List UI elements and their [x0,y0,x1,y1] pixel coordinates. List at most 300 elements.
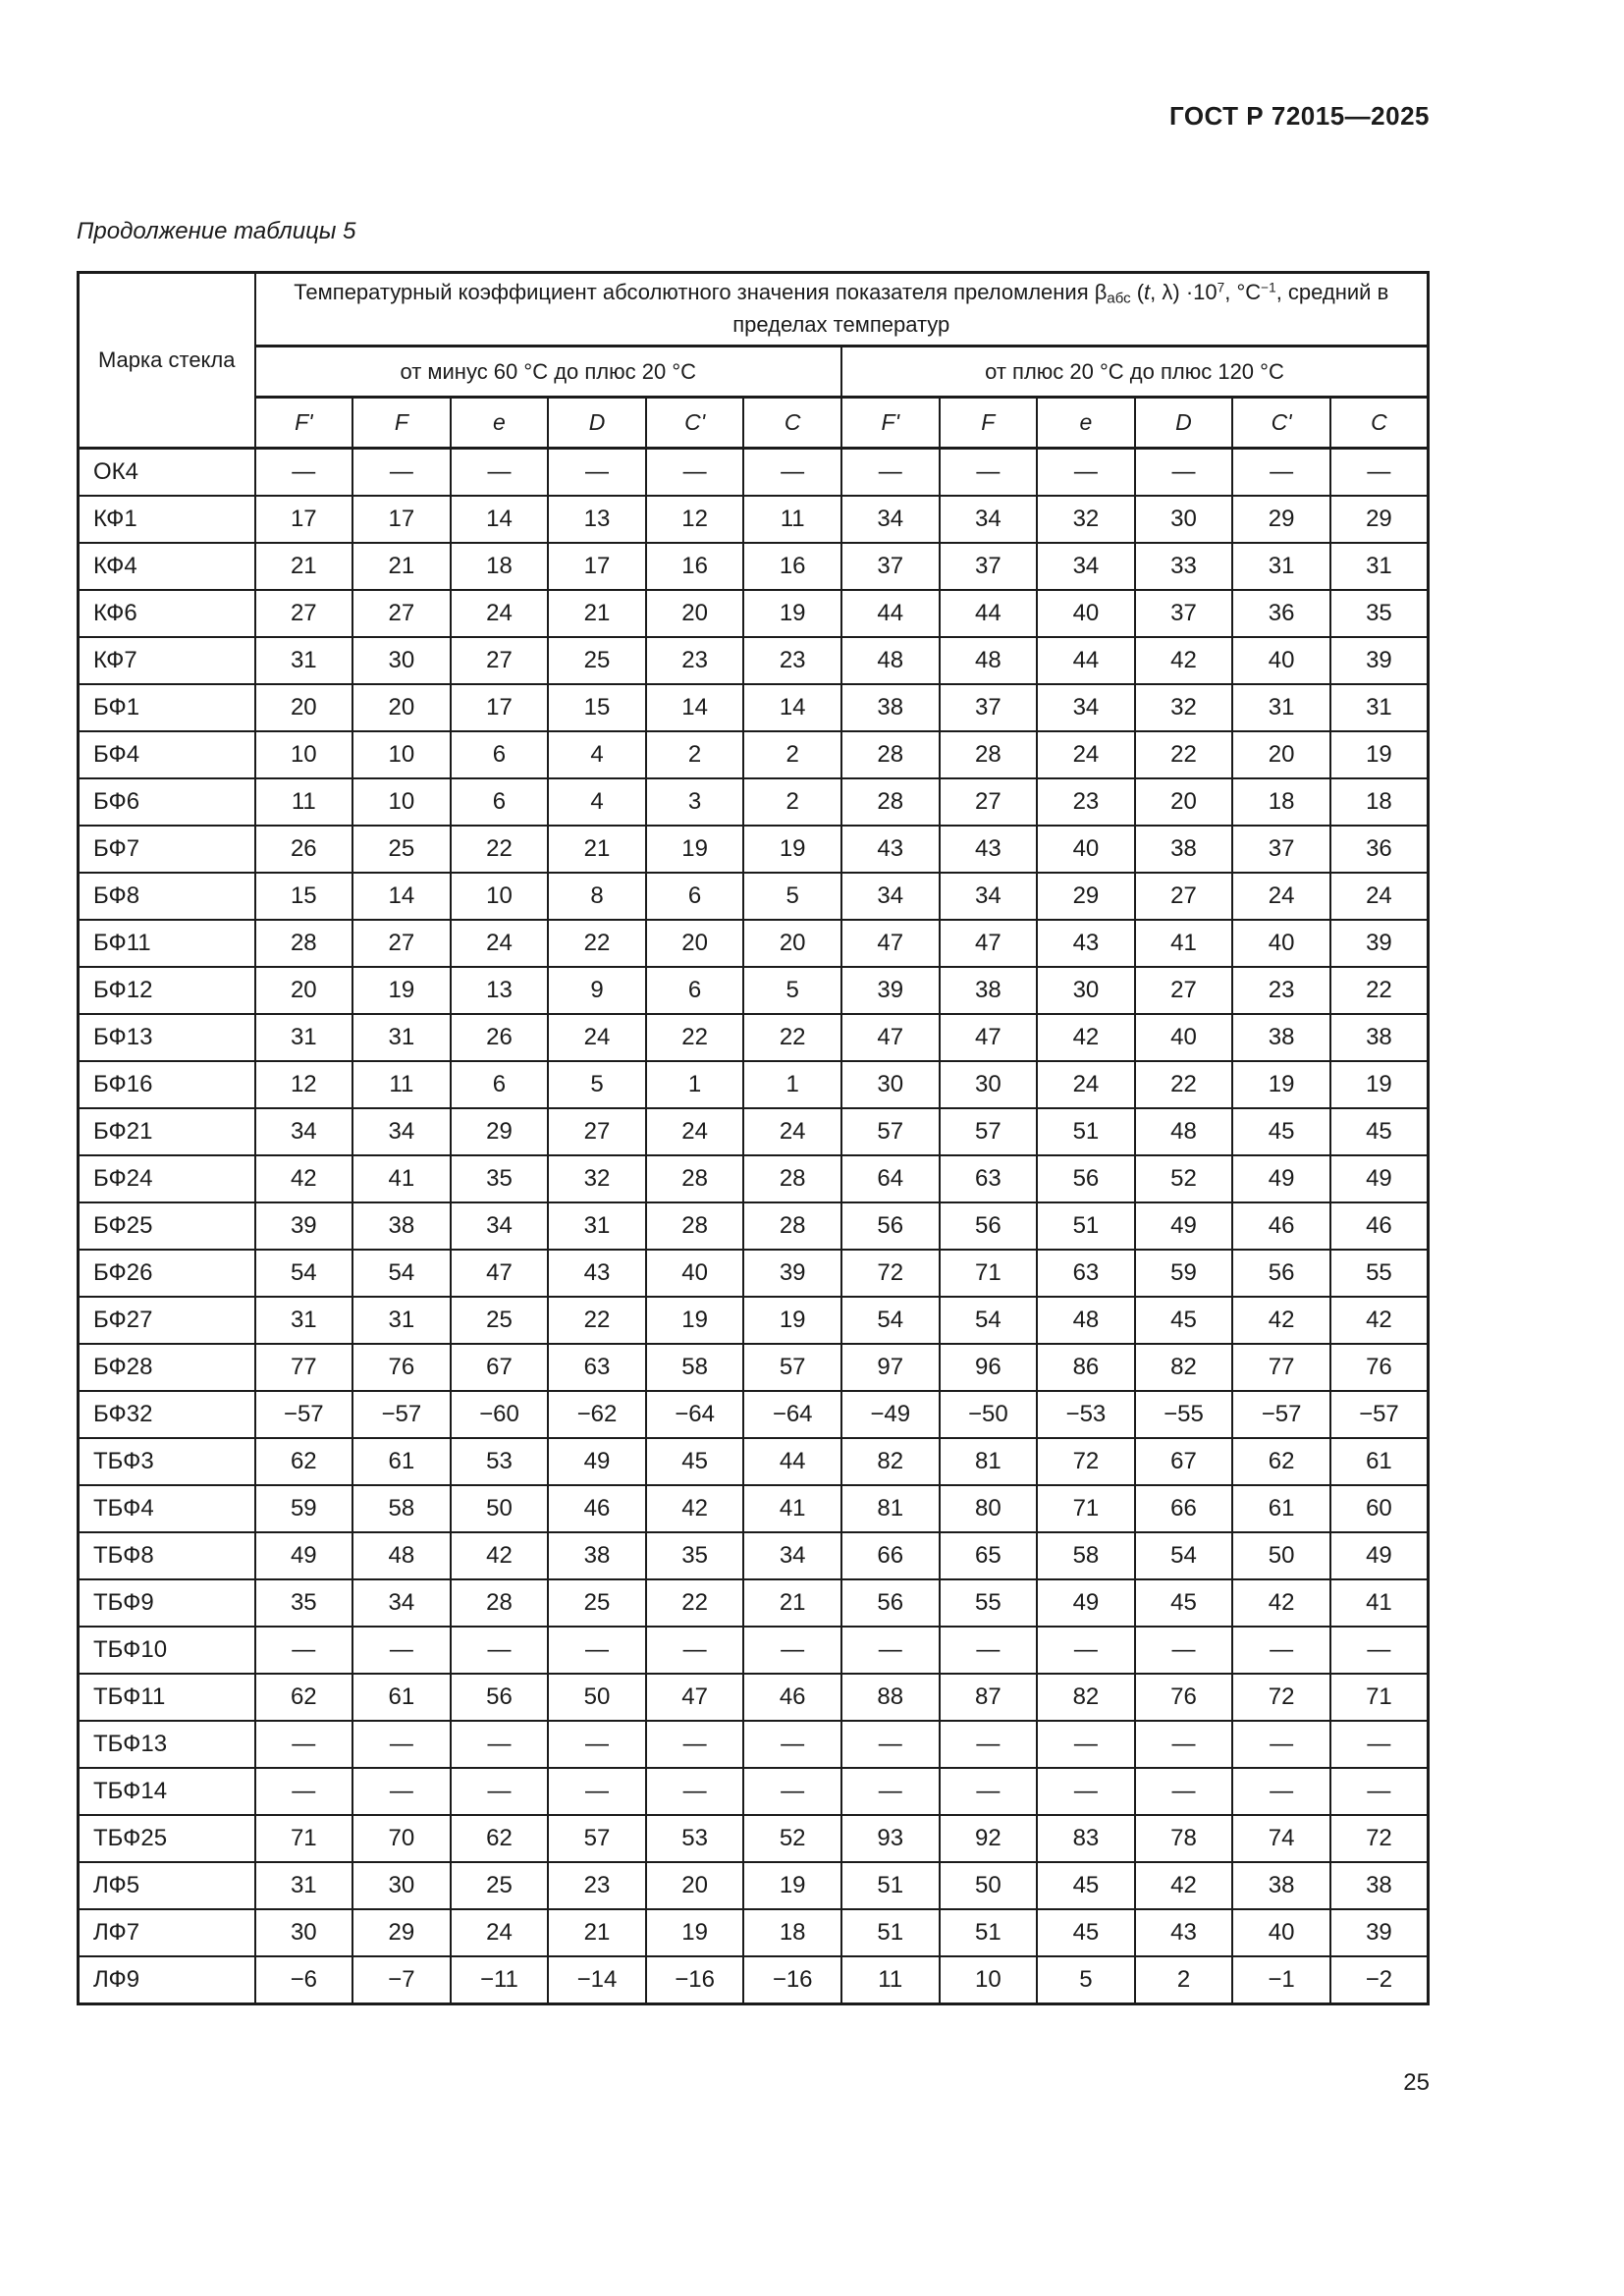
formula-t: t [1144,280,1151,305]
value-cell: 83 [1037,1815,1135,1862]
value-cell: −57 [255,1391,353,1438]
subcol-row [79,398,1429,449]
value-cell: 51 [841,1909,940,1956]
value-cell: 77 [255,1344,353,1391]
value-cell: −64 [743,1391,841,1438]
table-row [79,496,1429,543]
value-cell: 38 [841,684,940,731]
value-cell: 30 [940,1061,1038,1108]
value-cell: 19 [743,1297,841,1344]
value-cell: 19 [743,826,841,873]
table-row [79,1297,1429,1344]
value-cell: 6 [646,967,744,1014]
value-cell: 10 [451,873,549,920]
table-row [79,590,1429,637]
value-cell: 18 [451,543,549,590]
value-cell: 46 [548,1485,646,1532]
value-cell: 31 [255,637,353,684]
table-row [79,449,1429,497]
value-cell: 45 [1037,1862,1135,1909]
value-cell: 44 [743,1438,841,1485]
value-cell: 36 [1232,590,1330,637]
value-cell: 4 [548,731,646,778]
value-cell: 28 [841,731,940,778]
value-cell: 34 [352,1108,451,1155]
value-cell: 82 [1135,1344,1233,1391]
value-cell: 54 [255,1250,353,1297]
value-cell: 25 [352,826,451,873]
value-cell: −57 [1232,1391,1330,1438]
value-cell: — [940,1768,1038,1815]
value-cell: −11 [451,1956,549,2004]
value-cell: 46 [1232,1202,1330,1250]
value-cell: 50 [1232,1532,1330,1579]
value-cell: 72 [1330,1815,1429,1862]
value-cell: −57 [1330,1391,1429,1438]
value-cell: −64 [646,1391,744,1438]
value-cell: 43 [548,1250,646,1297]
value-cell: 19 [1232,1061,1330,1108]
value-cell: 39 [1330,637,1429,684]
value-cell: 24 [1232,873,1330,920]
value-cell: 45 [1330,1108,1429,1155]
value-cell: −62 [548,1391,646,1438]
glass-brand-cell: ТБФ9 [79,1579,255,1627]
table-row [79,1202,1429,1250]
value-cell: 31 [352,1014,451,1061]
value-cell: 22 [1135,1061,1233,1108]
glass-brand-cell: КФ7 [79,637,255,684]
value-cell: 26 [451,1014,549,1061]
value-cell: — [1330,1768,1429,1815]
value-cell: 45 [1037,1909,1135,1956]
value-cell: 81 [841,1485,940,1532]
value-cell: 37 [841,543,940,590]
value-cell: 40 [1232,637,1330,684]
value-cell: 27 [1135,967,1233,1014]
value-cell: 41 [352,1155,451,1202]
value-cell: 10 [352,731,451,778]
value-cell: 17 [352,496,451,543]
value-cell: 57 [940,1108,1038,1155]
value-cell: 34 [255,1108,353,1155]
value-cell: 31 [1232,684,1330,731]
value-cell: 22 [743,1014,841,1061]
value-cell: 59 [255,1485,353,1532]
value-cell: — [1037,1768,1135,1815]
glass-brand-cell: ТБФ13 [79,1721,255,1768]
subcol-header: D [548,398,646,449]
value-cell: 37 [1232,826,1330,873]
value-cell: 37 [940,684,1038,731]
value-cell: — [1135,1768,1233,1815]
value-cell: — [255,1721,353,1768]
formula-unit: , °С [1224,280,1262,305]
value-cell: 62 [451,1815,549,1862]
value-cell: 13 [451,967,549,1014]
value-cell: 1 [743,1061,841,1108]
value-cell: 24 [548,1014,646,1061]
value-cell: 66 [1135,1485,1233,1532]
value-cell: 5 [1037,1956,1135,2004]
glass-brand-cell: ТБФ8 [79,1532,255,1579]
value-cell: 47 [841,920,940,967]
value-cell: 51 [1037,1202,1135,1250]
value-cell: 22 [451,826,549,873]
table-row [79,1391,1429,1438]
formula-suffix: , средний в пределах температур [732,280,1389,337]
value-cell: 31 [255,1862,353,1909]
value-cell: 20 [255,684,353,731]
subcol-header: C [743,398,841,449]
value-cell: 71 [1330,1674,1429,1721]
glass-brand-cell: БФ4 [79,731,255,778]
value-cell: 31 [1232,543,1330,590]
value-cell: 51 [1037,1108,1135,1155]
value-cell: 56 [841,1202,940,1250]
value-cell: 34 [451,1202,549,1250]
value-cell: — [1330,449,1429,497]
value-cell: — [940,1627,1038,1674]
value-cell: 42 [1135,1862,1233,1909]
value-cell: 23 [1037,778,1135,826]
value-cell: 96 [940,1344,1038,1391]
value-cell: 38 [1330,1862,1429,1909]
value-cell: 72 [841,1250,940,1297]
value-cell: 29 [1037,873,1135,920]
value-cell: 48 [352,1532,451,1579]
value-cell: 56 [940,1202,1038,1250]
glass-brand-cell: ТБФ10 [79,1627,255,1674]
value-cell: 47 [841,1014,940,1061]
value-cell: 29 [1232,496,1330,543]
table-row [79,1344,1429,1391]
value-cell: 41 [743,1485,841,1532]
value-cell: 30 [352,637,451,684]
table-row [79,873,1429,920]
value-cell: −1 [1232,1956,1330,2004]
glass-brand-cell: ЛФ5 [79,1862,255,1909]
value-cell: 35 [255,1579,353,1627]
value-cell: — [743,1627,841,1674]
value-cell: 47 [646,1674,744,1721]
glass-brand-cell: БФ32 [79,1391,255,1438]
table-row [79,1674,1429,1721]
header-row-ranges [79,347,1429,398]
value-cell: 34 [940,496,1038,543]
table-row [79,1579,1429,1627]
glass-brand-cell: ТБФ11 [79,1674,255,1721]
value-cell: 53 [451,1438,549,1485]
value-cell: 34 [1037,684,1135,731]
value-cell: 22 [548,920,646,967]
glass-brand-cell: БФ16 [79,1061,255,1108]
subcol-header: e [451,398,549,449]
value-cell: 74 [1232,1815,1330,1862]
value-cell: 1 [646,1061,744,1108]
value-cell: 20 [646,920,744,967]
value-cell: 67 [1135,1438,1233,1485]
value-cell: 23 [1232,967,1330,1014]
value-cell: 61 [1330,1438,1429,1485]
value-cell: 49 [1135,1202,1233,1250]
value-cell: 42 [255,1155,353,1202]
glass-brand-cell: БФ21 [79,1108,255,1155]
value-cell: 43 [1135,1909,1233,1956]
value-cell: 24 [1330,873,1429,920]
header-row-formula [79,273,1429,347]
value-cell: 23 [743,637,841,684]
value-cell: 20 [646,1862,744,1909]
value-cell: 20 [646,590,744,637]
value-cell: — [451,1627,549,1674]
value-cell: 10 [352,778,451,826]
value-cell: 30 [255,1909,353,1956]
value-cell: 16 [743,543,841,590]
value-cell: 19 [743,590,841,637]
value-cell: 27 [940,778,1038,826]
value-cell: 49 [548,1438,646,1485]
value-cell: 24 [743,1108,841,1155]
value-cell: 34 [841,496,940,543]
subcol-header: C' [1232,398,1330,449]
value-cell: 51 [940,1909,1038,1956]
value-cell: — [255,449,353,497]
value-cell: −57 [352,1391,451,1438]
value-cell: 62 [255,1438,353,1485]
value-cell: 39 [1330,1909,1429,1956]
glass-brand-cell: КФ1 [79,496,255,543]
value-cell: 11 [841,1956,940,2004]
value-cell: 25 [548,1579,646,1627]
table-row [79,1627,1429,1674]
value-cell: 61 [1232,1485,1330,1532]
value-cell: 10 [940,1956,1038,2004]
value-cell: — [646,1721,744,1768]
value-cell: 38 [1330,1014,1429,1061]
value-cell: 30 [1135,496,1233,543]
value-cell: 38 [1232,1862,1330,1909]
subcol-header: F' [255,398,353,449]
value-cell: 76 [1330,1344,1429,1391]
value-cell: 35 [451,1155,549,1202]
glass-brand-cell: ТБФ4 [79,1485,255,1532]
value-cell: 14 [743,684,841,731]
value-cell: 20 [1135,778,1233,826]
glass-brand-cell: КФ6 [79,590,255,637]
value-cell: 52 [743,1815,841,1862]
value-cell: 71 [255,1815,353,1862]
value-cell: 57 [548,1815,646,1862]
value-cell: 45 [1135,1297,1233,1344]
value-cell: 62 [255,1674,353,1721]
value-cell: 31 [255,1014,353,1061]
value-cell: 19 [1330,1061,1429,1108]
value-cell: — [646,1627,744,1674]
value-cell: — [743,1768,841,1815]
value-cell: 22 [548,1297,646,1344]
document-number: ГОСТ Р 72015—2025 [1168,101,1430,131]
value-cell: — [646,449,744,497]
value-cell: 17 [255,496,353,543]
value-cell: — [646,1768,744,1815]
value-cell: 2 [743,731,841,778]
value-cell: 34 [352,1579,451,1627]
table-row [79,826,1429,873]
table-row [79,637,1429,684]
value-cell: 93 [841,1815,940,1862]
value-cell: 40 [646,1250,744,1297]
table-body [79,449,1429,2004]
value-cell: 62 [1232,1438,1330,1485]
value-cell: 39 [841,967,940,1014]
value-cell: — [255,1768,353,1815]
value-cell: 17 [451,684,549,731]
value-cell: 27 [352,590,451,637]
value-cell: 28 [743,1202,841,1250]
table-row [79,1768,1429,1815]
value-cell: 42 [1232,1297,1330,1344]
value-cell: 29 [1330,496,1429,543]
value-cell: 46 [743,1674,841,1721]
value-cell: 20 [255,967,353,1014]
value-cell: 27 [255,590,353,637]
table-row [79,1815,1429,1862]
value-cell: 48 [1037,1297,1135,1344]
glass-brand-cell: ТБФ25 [79,1815,255,1862]
value-cell: 61 [352,1438,451,1485]
value-cell: 47 [940,920,1038,967]
value-cell: 50 [940,1862,1038,1909]
value-cell: 55 [940,1579,1038,1627]
table-row [79,1721,1429,1768]
value-cell: 57 [743,1344,841,1391]
table-caption: Продолжение таблицы 5 [77,218,356,244]
value-cell: 44 [940,590,1038,637]
value-cell: 41 [1330,1579,1429,1627]
value-cell: 42 [1330,1297,1429,1344]
value-cell: — [743,1721,841,1768]
formula-open: ( [1130,280,1145,305]
table-row [79,1108,1429,1155]
subcol-header: F [352,398,451,449]
value-cell: 36 [1330,826,1429,873]
value-cell: 30 [352,1862,451,1909]
value-cell: 11 [255,778,353,826]
value-cell: 28 [646,1202,744,1250]
value-cell: 65 [940,1532,1038,1579]
value-cell: 32 [1135,684,1233,731]
formula-unit-power: −1 [1261,280,1276,295]
subcol-header: C' [646,398,744,449]
value-cell: 40 [1232,920,1330,967]
glass-brand-cell: БФ7 [79,826,255,873]
value-cell: −7 [352,1956,451,2004]
table-row [79,1250,1429,1297]
glass-brand-cell: БФ25 [79,1202,255,1250]
value-cell: 34 [940,873,1038,920]
value-cell: 49 [1232,1155,1330,1202]
table-row [79,684,1429,731]
value-cell: 21 [548,590,646,637]
value-cell: 28 [743,1155,841,1202]
value-cell: — [451,1768,549,1815]
value-cell: 54 [940,1297,1038,1344]
value-cell: 6 [451,731,549,778]
table-row [79,1155,1429,1202]
value-cell: — [1037,1721,1135,1768]
value-cell: 14 [646,684,744,731]
value-cell: 24 [1037,731,1135,778]
value-cell: −53 [1037,1391,1135,1438]
value-cell: 8 [548,873,646,920]
value-cell: — [1135,1721,1233,1768]
glass-table [77,271,1430,2005]
value-cell: 56 [1232,1250,1330,1297]
value-cell: — [940,1721,1038,1768]
value-cell: 12 [646,496,744,543]
value-cell: — [548,1627,646,1674]
glass-brand-cell: БФ6 [79,778,255,826]
value-cell: 86 [1037,1344,1135,1391]
value-cell: — [841,1768,940,1815]
value-cell: 31 [1330,684,1429,731]
table-row [79,1014,1429,1061]
glass-brand-cell: ТБФ14 [79,1768,255,1815]
value-cell: 31 [255,1297,353,1344]
value-cell: — [1037,449,1135,497]
value-cell: 71 [940,1250,1038,1297]
value-cell: 35 [1330,590,1429,637]
value-cell: 45 [1232,1108,1330,1155]
value-cell: 23 [646,637,744,684]
value-cell: 42 [1135,637,1233,684]
value-cell: 29 [451,1108,549,1155]
table-row [79,920,1429,967]
table-row [79,1485,1429,1532]
value-cell: 22 [646,1579,744,1627]
value-cell: 19 [646,1297,744,1344]
value-cell: — [451,449,549,497]
value-cell: 32 [548,1155,646,1202]
value-cell: — [1135,1627,1233,1674]
value-cell: 18 [743,1909,841,1956]
table-row [79,1909,1429,1956]
formula-header [255,273,1429,347]
value-cell: 63 [940,1155,1038,1202]
value-cell: 28 [255,920,353,967]
value-cell: 28 [451,1579,549,1627]
value-cell: — [352,1721,451,1768]
value-cell: 18 [1232,778,1330,826]
value-cell: — [548,1768,646,1815]
subcol-header: e [1037,398,1135,449]
value-cell: 58 [1037,1532,1135,1579]
formula-lambda: , λ) ·10 [1150,280,1218,305]
value-cell: — [352,1627,451,1674]
value-cell: 72 [1232,1674,1330,1721]
value-cell: 11 [352,1061,451,1108]
formula-power: 7 [1217,280,1225,295]
value-cell: 6 [451,1061,549,1108]
value-cell: — [841,1721,940,1768]
value-cell: 30 [841,1061,940,1108]
table-row [79,731,1429,778]
table-row [79,1061,1429,1108]
table-container [77,271,1430,2005]
value-cell: 20 [743,920,841,967]
value-cell: 20 [1232,731,1330,778]
